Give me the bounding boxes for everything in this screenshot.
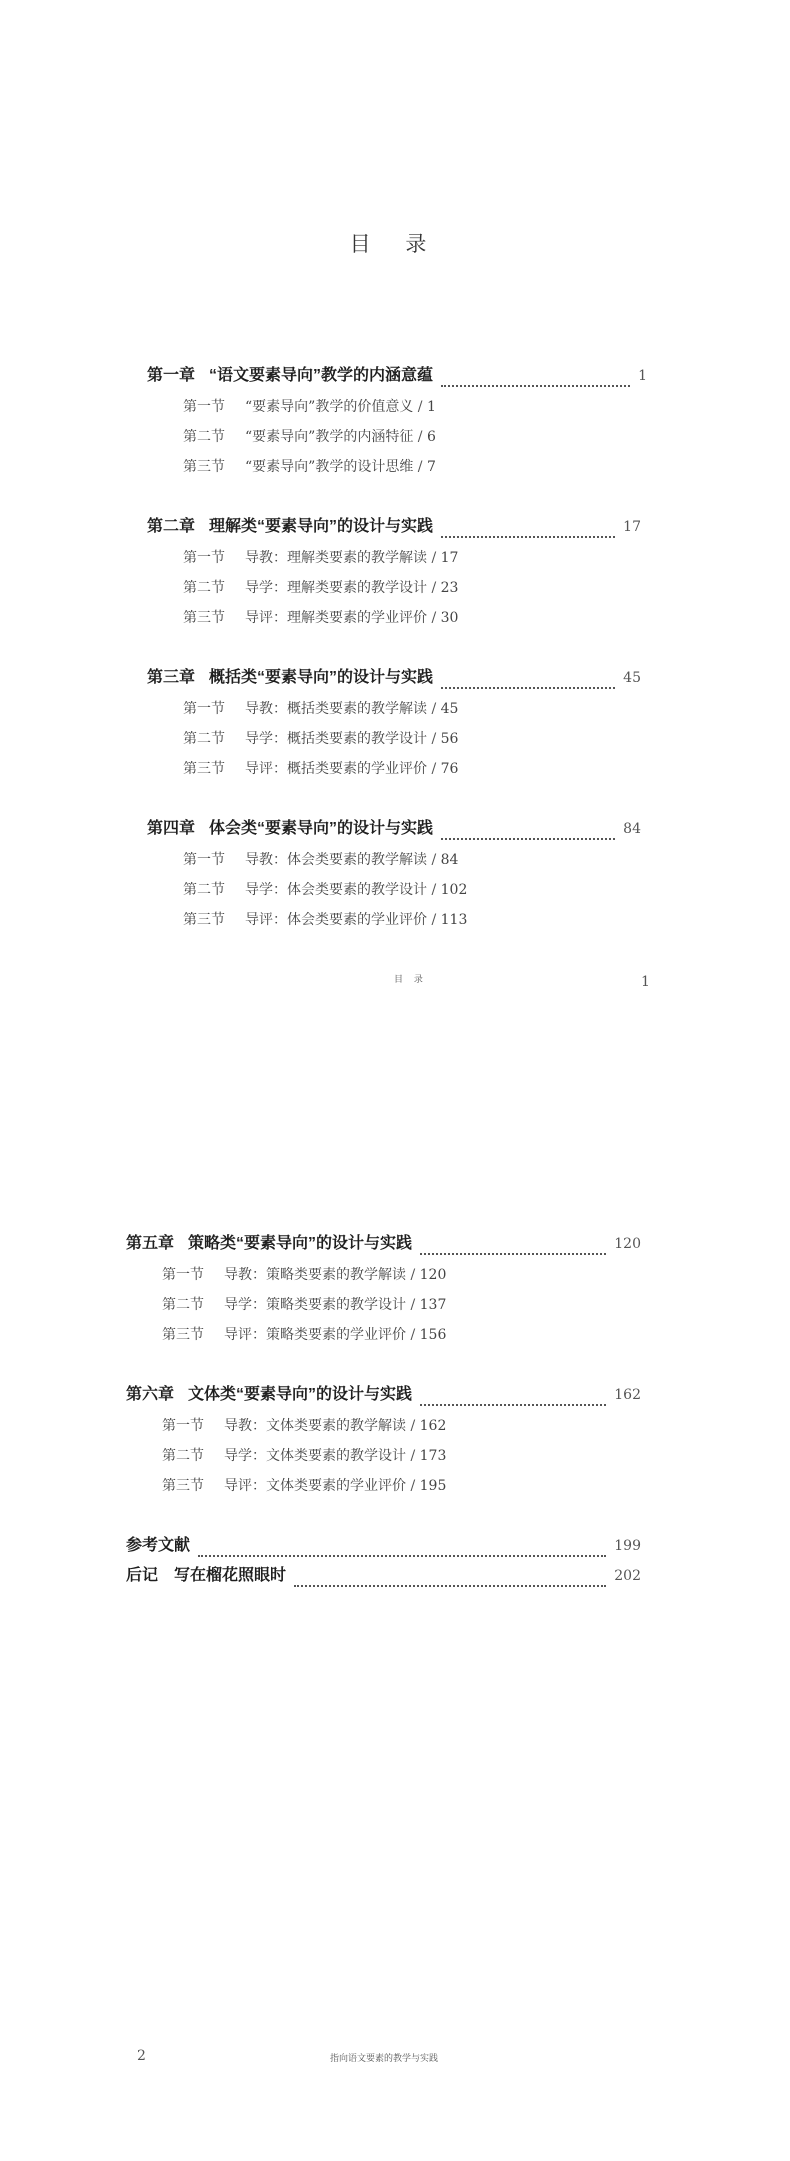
section-title: 导教：体会类要素的教学解读 [245, 852, 427, 868]
section-number: 第一节 [162, 1418, 204, 1434]
chapter-name: 策略类“要素导向”的设计与实践 [188, 1235, 413, 1252]
chapter-number: 第二章 [147, 518, 196, 535]
chapter-row[interactable] [147, 815, 641, 845]
section-page: 84 [440, 852, 459, 868]
section-row[interactable]: 第三节 导评：文体类要素的学业评价 / 195 [126, 1471, 641, 1501]
section-row[interactable]: 第三节 导评：体会类要素的学业评价 / 113 [147, 905, 641, 935]
toc-chapter-5 [126, 1230, 641, 1350]
toc-page-1 [0, 0, 790, 1060]
chapter-name: 概括类“要素导向”的设计与实践 [209, 669, 434, 686]
leader-dots [441, 385, 630, 387]
section-title: 导评：文体类要素的学业评价 [224, 1478, 406, 1494]
toc-chapter-1 [147, 362, 647, 482]
section-page: 162 [419, 1418, 447, 1434]
section-number: 第三节 [162, 1327, 204, 1343]
section-title: 导教：文体类要素的教学解读 [224, 1418, 406, 1434]
section-page: 6 [426, 429, 436, 445]
section-title: 导学：策略类要素的教学设计 [224, 1297, 406, 1313]
appendix-page: 202 [614, 1568, 641, 1584]
toc-title: 目 录 [349, 232, 441, 256]
section-row[interactable]: 第二节 导学：理解类要素的教学设计 / 23 [147, 573, 641, 603]
chapter-name: 文体类“要素导向”的设计与实践 [188, 1386, 413, 1403]
section-page: 76 [440, 761, 459, 777]
section-title: 导学：概括类要素的教学设计 [245, 731, 427, 747]
section-number: 第三节 [183, 459, 225, 475]
toc-chapter-3 [147, 664, 641, 784]
section-page: 45 [440, 701, 459, 717]
section-title: 导学：体会类要素的教学设计 [245, 882, 427, 898]
section-number: 第三节 [183, 610, 225, 626]
section-title: 导评：策略类要素的学业评价 [224, 1327, 406, 1343]
running-footer-label: 目 录 [394, 975, 427, 985]
section-page: 173 [419, 1448, 447, 1464]
page-number: 1 [641, 974, 650, 990]
chapter-row[interactable] [147, 513, 641, 543]
section-row[interactable]: 第二节 导学：文体类要素的教学设计 / 173 [126, 1441, 641, 1471]
chapter-title [147, 513, 433, 536]
section-title: 导评：体会类要素的学业评价 [245, 912, 427, 928]
section-number: 第一节 [183, 852, 225, 868]
page-number: 2 [137, 2048, 146, 2064]
chapter-name: 体会类“要素导向”的设计与实践 [209, 820, 434, 837]
section-number: 第一节 [162, 1267, 204, 1283]
section-title: 导学：文体类要素的教学设计 [224, 1448, 406, 1464]
section-page: 120 [419, 1267, 447, 1283]
chapter-title [147, 362, 433, 385]
appendix-title: 参考文献 [126, 1537, 191, 1554]
appendix-page: 199 [614, 1538, 641, 1554]
chapter-number: 第五章 [126, 1235, 175, 1252]
section-row[interactable]: 第三节 导评：策略类要素的学业评价 / 156 [126, 1320, 641, 1350]
section-page: 30 [440, 610, 459, 626]
chapter-number: 第一章 [147, 367, 196, 384]
leader-dots [420, 1404, 606, 1406]
section-page: 56 [440, 731, 459, 747]
toc-page-2 [0, 1120, 790, 2161]
chapter-title [126, 1381, 412, 1404]
chapter-page: 1 [638, 368, 647, 384]
chapter-title [126, 1230, 412, 1253]
section-page: 195 [419, 1478, 447, 1494]
chapter-page: 120 [614, 1236, 641, 1252]
section-title: “要素导向”教学的内涵特征 [245, 429, 414, 445]
chapter-title [147, 815, 433, 838]
chapter-page: 162 [614, 1387, 641, 1403]
section-row[interactable]: 第三节 “要素导向”教学的设计思维 / 7 [147, 452, 647, 482]
chapter-number: 第三章 [147, 669, 196, 686]
section-title: 导学：理解类要素的教学设计 [245, 580, 427, 596]
section-number: 第三节 [162, 1478, 204, 1494]
toc-appendices [126, 1532, 641, 1592]
leader-dots [441, 838, 615, 840]
section-number: 第二节 [183, 580, 225, 596]
chapter-row[interactable] [126, 1381, 641, 1411]
section-page: 137 [419, 1297, 447, 1313]
section-title: 导教：理解类要素的教学解读 [245, 550, 427, 566]
section-number: 第二节 [183, 429, 225, 445]
section-row[interactable]: 第一节 导教：体会类要素的教学解读 / 84 [147, 845, 641, 875]
section-number: 第二节 [183, 731, 225, 747]
section-title: “要素导向”教学的价值意义 [245, 399, 414, 415]
chapter-number: 第六章 [126, 1386, 175, 1403]
toc-chapter-2 [147, 513, 641, 633]
section-page: 7 [426, 459, 436, 475]
section-row[interactable]: 第三节 导评：概括类要素的学业评价 / 76 [147, 754, 641, 784]
section-title: 导评：概括类要素的学业评价 [245, 761, 427, 777]
leader-dots [441, 687, 615, 689]
section-row[interactable]: 第二节 导学：策略类要素的教学设计 / 137 [126, 1290, 641, 1320]
chapter-row[interactable] [126, 1230, 641, 1260]
section-number: 第一节 [183, 399, 225, 415]
section-row[interactable]: 第一节 导教：策略类要素的教学解读 / 120 [126, 1260, 641, 1290]
section-row[interactable]: 第一节 导教：理解类要素的教学解读 / 17 [147, 543, 641, 573]
section-row[interactable]: 第二节 导学：体会类要素的教学设计 / 102 [147, 875, 641, 905]
section-number: 第三节 [183, 912, 225, 928]
chapter-row[interactable] [147, 664, 641, 694]
chapter-name: 理解类“要素导向”的设计与实践 [209, 518, 434, 535]
section-number: 第一节 [183, 550, 225, 566]
chapter-row[interactable] [147, 362, 647, 392]
toc-chapter-4 [147, 815, 641, 935]
section-row[interactable]: 第二节 “要素导向”教学的内涵特征 / 6 [147, 422, 647, 452]
section-title: “要素导向”教学的设计思维 [245, 459, 414, 475]
running-footer-label: 指向语文要素的教学与实践 [330, 2053, 439, 2063]
section-row[interactable]: 第一节 导教：文体类要素的教学解读 / 162 [126, 1411, 641, 1441]
leader-dots [441, 536, 615, 538]
section-number: 第一节 [183, 701, 225, 717]
appendix-title: 后记 写在榴花照眼时 [126, 1567, 287, 1584]
leader-dots [198, 1555, 606, 1557]
section-row[interactable]: 第一节 “要素导向”教学的价值意义 / 1 [147, 392, 647, 422]
section-title: 导评：理解类要素的学业评价 [245, 610, 427, 626]
section-number: 第三节 [183, 761, 225, 777]
leader-dots [294, 1585, 606, 1587]
section-page: 156 [419, 1327, 447, 1343]
section-page: 102 [440, 882, 468, 898]
chapter-page: 84 [623, 821, 641, 837]
section-number: 第二节 [183, 882, 225, 898]
section-page: 1 [426, 399, 436, 415]
chapter-number: 第四章 [147, 820, 196, 837]
appendix-row-afterword[interactable] [126, 1562, 641, 1592]
section-page: 23 [440, 580, 459, 596]
section-row[interactable]: 第二节 导学：概括类要素的教学设计 / 56 [147, 724, 641, 754]
chapter-title [147, 664, 433, 687]
chapter-name: “语文要素导向”教学的内涵意蕴 [209, 367, 434, 384]
chapter-page: 45 [623, 670, 641, 686]
section-title: 导教：策略类要素的教学解读 [224, 1267, 406, 1283]
section-page: 113 [440, 912, 468, 928]
section-number: 第二节 [162, 1448, 204, 1464]
section-row[interactable]: 第一节 导教：概括类要素的教学解读 / 45 [147, 694, 641, 724]
appendix-row-references[interactable] [126, 1532, 641, 1562]
toc-chapter-6 [126, 1381, 641, 1501]
section-row[interactable]: 第三节 导评：理解类要素的学业评价 / 30 [147, 603, 641, 633]
chapter-page: 17 [623, 519, 641, 535]
section-page: 17 [440, 550, 459, 566]
section-number: 第二节 [162, 1297, 204, 1313]
section-title: 导教：概括类要素的教学解读 [245, 701, 427, 717]
leader-dots [420, 1253, 606, 1255]
